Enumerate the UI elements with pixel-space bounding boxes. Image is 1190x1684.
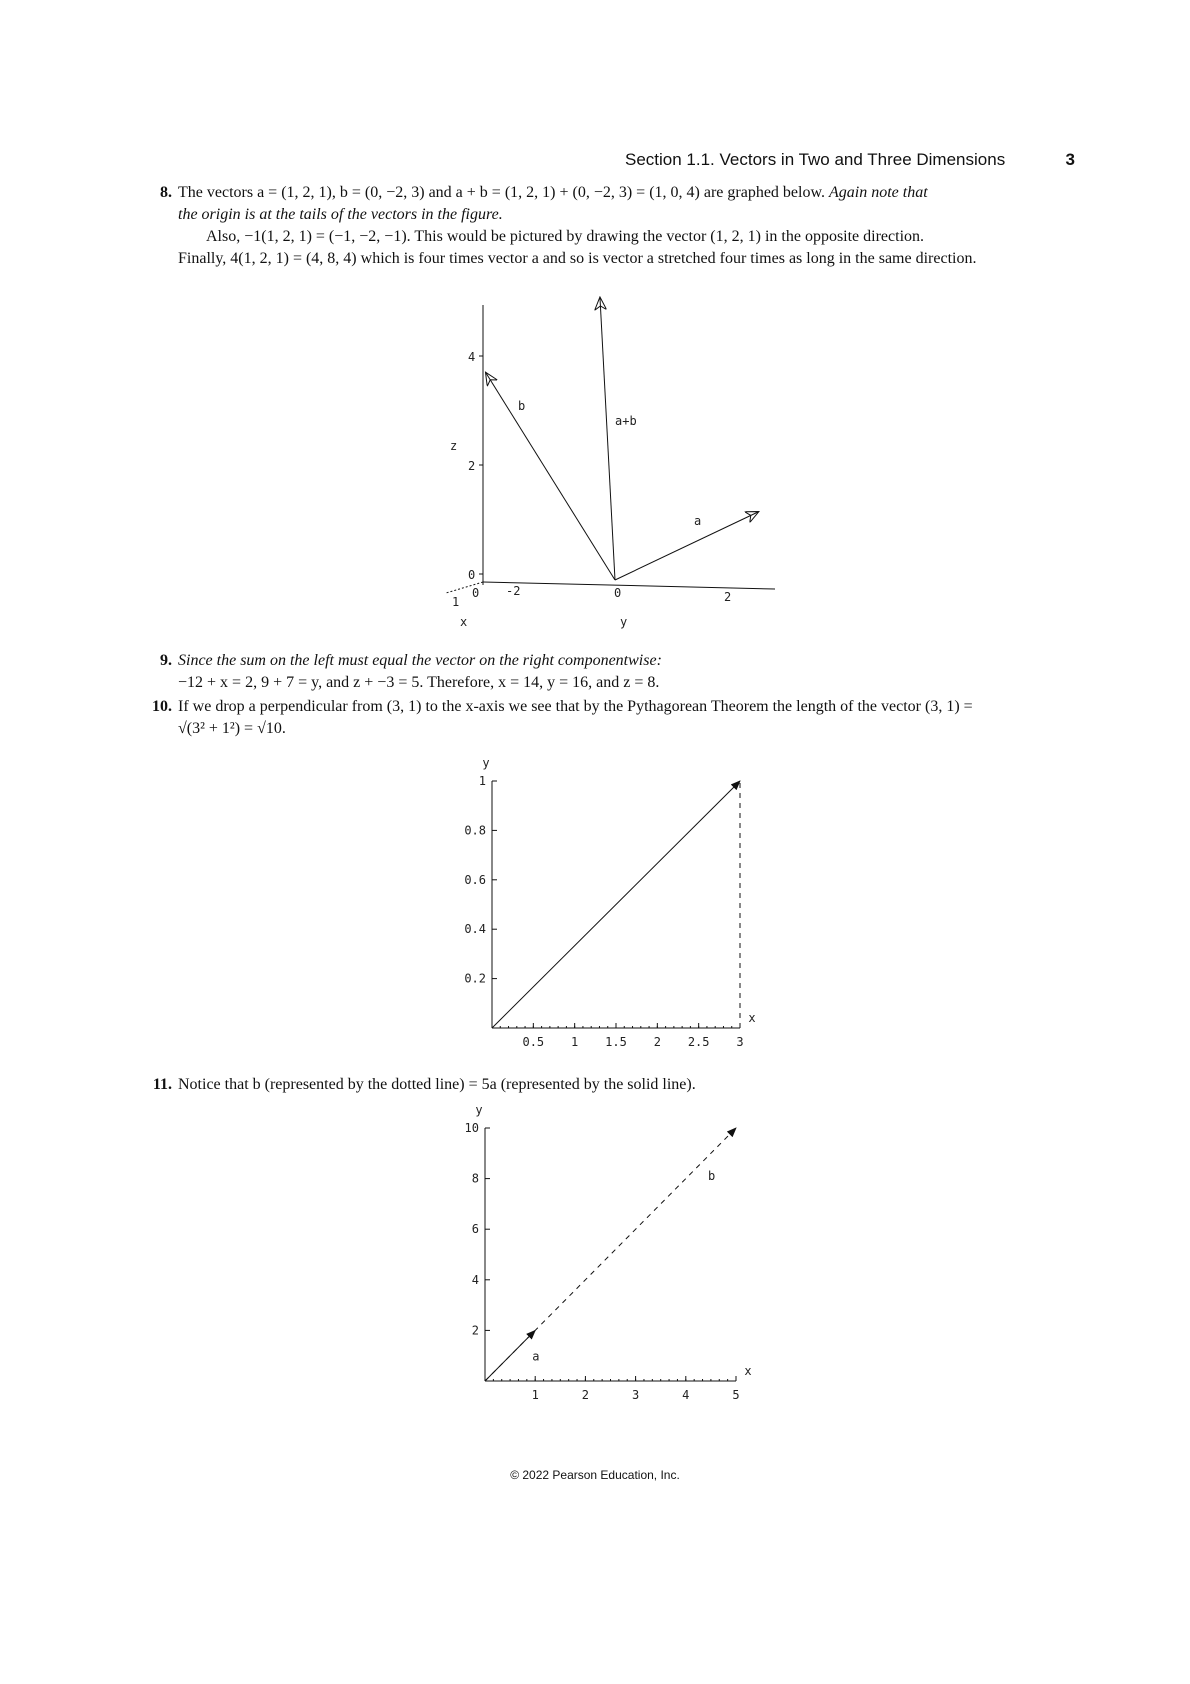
vector-a	[615, 512, 758, 580]
problem-11-line-1: Notice that b (represented by the dotted line) = 5a (represented by the solid line).	[178, 1076, 696, 1093]
vector-a-plus-b-label: a+b	[615, 414, 637, 428]
x-axis-label: x	[748, 1011, 756, 1025]
z-axis-label: z	[450, 439, 458, 453]
problem-number: 8.	[160, 184, 172, 201]
series-vector-3-1-	[492, 781, 740, 1028]
vector-a-plus-b	[600, 298, 615, 580]
vector-a-label: a	[532, 1349, 540, 1364]
vector-b	[486, 373, 615, 580]
problem-number: 11.	[152, 1076, 172, 1093]
x-tick-label: 2.5	[687, 1035, 710, 1049]
x-tick-label: 4	[682, 1388, 690, 1402]
problem-8-line-3: Also, −1(1, 2, 1) = (−1, −2, −1). This would be pictured by drawing the vector (1, 2, 1) in the opposite direction.	[206, 228, 925, 245]
z-tick-label-4: 4	[468, 350, 476, 364]
y-tick-label: 0.8	[464, 823, 486, 838]
y-tick-label-2: 2	[724, 590, 732, 604]
x-tick-label: 2	[581, 1388, 590, 1402]
figure-10-chart	[464, 756, 755, 1049]
y-tick-label-neg2: -2	[506, 584, 521, 598]
problem-9-line-1: Since the sum on the left must equal the vector on the right componentwise:	[178, 652, 662, 669]
y-axis-label: y	[482, 756, 490, 770]
y-tick-label: 6	[471, 1222, 479, 1237]
x-tick-label: 3	[736, 1035, 744, 1049]
x-tick-label: 2	[653, 1035, 661, 1049]
problem-10-line-1: If we drop a perpendicular from (3, 1) to the x-axis we see that by the Pythagorean Theorem the length of the vector (3, 1) =	[178, 698, 973, 715]
y-tick-label: 10	[464, 1121, 479, 1135]
figure-11-chart	[465, 1103, 752, 1402]
copyright-footer: © 2022 Pearson Education, Inc.	[510, 1468, 680, 1482]
vector-a-label: a	[694, 514, 702, 528]
section-title: Section 1.1. Vectors in Two and Three Dimensions	[625, 150, 1006, 169]
z-tick-label-0: 0	[468, 568, 476, 582]
problem-8-line-4: Finally, 4(1, 2, 1) = (4, 8, 4) which is four times vector a and so is vector a stretched four times as long in the same direction.	[178, 250, 977, 267]
y-tick-label: 2	[471, 1323, 479, 1338]
x-tick-label: 1	[531, 1388, 539, 1402]
x-tick-label: 1	[571, 1035, 579, 1049]
problem-8-line-2: the origin is at the tails of the vectors in the figure.	[178, 206, 503, 223]
figure-8-3d-vectors	[446, 298, 775, 629]
y-tick-label: 8	[471, 1171, 479, 1186]
problem-9-line-2: −12 + x = 2, 9 + 7 = y, and z + −3 = 5. Therefore, x = 14, y = 16, and z = 8.	[178, 674, 660, 691]
x-tick-label: 5	[732, 1388, 740, 1402]
y-tick-label: 1	[478, 774, 486, 788]
x-tick-label-1: 1	[452, 595, 460, 609]
problem-number: 10.	[152, 698, 172, 715]
x-tick-label-0: 0	[472, 586, 480, 600]
x-tick-label: 3	[631, 1388, 640, 1402]
y-tick-label: 4	[471, 1272, 479, 1287]
problem-number: 9.	[160, 652, 172, 669]
problem-8-line-1: The vectors a = (1, 2, 1), b = (0, −2, 3) and a + b = (1, 2, 1) + (0, −2, 3) = (1, 0, 4) are graphed below. Again note that	[178, 184, 928, 201]
z-tick-label-2: 2	[468, 459, 476, 473]
x-tick-label: 0.5	[522, 1035, 545, 1049]
y-tick-label: 0.6	[464, 872, 486, 887]
page-number: 3	[1065, 150, 1075, 169]
y-tick-label: 0.2	[464, 971, 486, 986]
problem-10-line-2: √(3² + 1²) = √10.	[178, 720, 286, 737]
series-b	[485, 1128, 736, 1381]
y-tick-label: 0.4	[464, 922, 486, 937]
x-axis-label: x	[460, 615, 468, 629]
x-axis-label: x	[744, 1364, 752, 1378]
vector-b-label: b	[708, 1169, 716, 1183]
y-axis-label: y	[475, 1103, 483, 1117]
y-axis-label: y	[620, 615, 628, 629]
vector-b-label: b	[518, 399, 526, 413]
x-tick-label: 1.5	[605, 1035, 627, 1049]
y-axis	[483, 582, 775, 589]
y-tick-label-0: 0	[614, 586, 622, 600]
